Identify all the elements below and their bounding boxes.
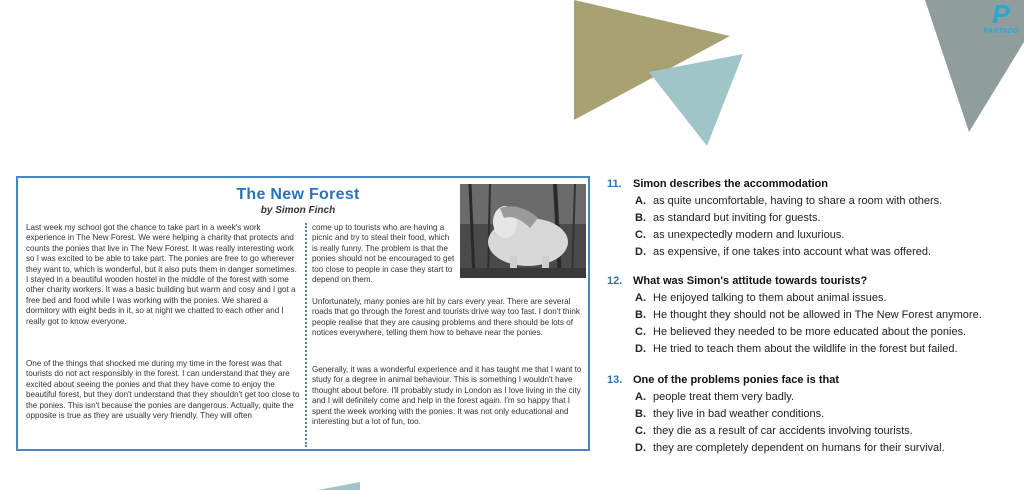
option-text: as quite uncomfortable, having to share a room with others. <box>653 195 943 207</box>
article-column-right-top <box>312 223 457 285</box>
brand-logo-mark: P <box>992 0 1010 29</box>
question-heading <box>607 176 1019 193</box>
answer-option[interactable] <box>607 440 1019 457</box>
option-letter: C. <box>635 229 646 241</box>
question-heading <box>607 372 1019 389</box>
article-title: The New Forest <box>236 186 360 203</box>
reading-article <box>16 176 590 451</box>
option-text: He believed they needed to be more educated about the ponies. <box>653 326 967 338</box>
decor-triangle-teal <box>645 50 745 150</box>
answer-option[interactable] <box>607 423 1019 440</box>
question-number: 12. <box>607 275 623 287</box>
option-letter: B. <box>635 212 646 224</box>
answer-option[interactable] <box>607 244 1019 261</box>
decor-triangle-bottom <box>318 480 368 490</box>
option-text: they die as a result of car accidents involving tourists. <box>653 425 913 437</box>
option-letter: B. <box>635 309 646 321</box>
question-12 <box>607 273 1019 358</box>
answer-option[interactable] <box>607 341 1019 358</box>
option-text: as standard but inviting for guests. <box>653 212 821 224</box>
option-letter: D. <box>635 246 646 258</box>
column-divider <box>305 223 307 447</box>
brand-logo-word: PANTADO <box>983 28 1019 35</box>
answer-option[interactable] <box>607 227 1019 244</box>
option-text: He thought they should not be allowed in The New Forest anymore. <box>653 309 982 321</box>
article-paragraph: Last week my school got the chance to take part in a week's work experience in The New Forest. We were helping a charity that protects and counts the ponies that live in The New Forest. It was really interesting work so I was excited to be able to take part. The ponies are free to go wherever they want to, which is wonderful, but it also puts them in danger sometimes. I stayed in a beautiful wooden hostel in the middle of the forest with some other charity workers. It was a basic building but warm and cosy and I got a free bed and food while I was working with the ponies. We shared a dormitory with eight beds in it, so at night we chatted to each other and I really got to know everyone. <box>26 223 297 326</box>
option-letter: B. <box>635 408 646 420</box>
question-11 <box>607 176 1019 261</box>
article-paragraph: Unfortunately, many ponies are hit by cars every year. There are several roads that go through the forest and tourists drive way too fast. I don't think people realise that they are causing problems and there should be lots of notices everywhere, telling them how to behave near the ponies. <box>312 297 580 338</box>
question-text: What was Simon's attitude towards tourists? <box>633 275 868 287</box>
question-number: 13. <box>607 374 623 386</box>
answer-option[interactable] <box>607 389 1019 406</box>
option-text: as expensive, if one takes into account what was offered. <box>653 246 932 258</box>
option-letter: C. <box>635 326 646 338</box>
option-text: people treat them very badly. <box>653 391 795 403</box>
brand-logo <box>978 0 1024 44</box>
answer-option[interactable] <box>607 307 1019 324</box>
option-letter: A. <box>635 195 646 207</box>
article-column-right-middle <box>312 297 582 339</box>
question-text: One of the problems ponies face is that <box>633 374 839 386</box>
article-paragraph: One of the things that shocked me during my time in the forest was that tourists do not act responsibly in the forest. I can understand that they are excited about seeing the ponies and that they have come to enjoy the beautiful forest, but they don't understand that they shouldn't get too close to the ponies. This isn't because the ponies are dangerous. Actually, quite the opposite is true as they are usually very friendly. They will often <box>26 359 300 421</box>
option-text: they live in bad weather conditions. <box>653 408 825 420</box>
question-text: Simon describes the accommodation <box>633 178 828 190</box>
answer-option[interactable] <box>607 210 1019 227</box>
pony-photo <box>460 184 586 278</box>
question-number: 11. <box>607 178 622 190</box>
option-text: as unexpectedly modern and luxurious. <box>653 229 845 241</box>
option-letter: D. <box>635 442 646 454</box>
option-letter: D. <box>635 343 646 355</box>
option-text: He enjoyed talking to them about animal issues. <box>653 292 887 304</box>
option-text: He tried to teach them about the wildlife in the forest but failed. <box>653 343 958 355</box>
answer-option[interactable] <box>607 193 1019 210</box>
question-13 <box>607 372 1019 457</box>
pony-image-icon <box>460 184 586 278</box>
article-paragraph: come up to tourists who are having a picnic and try to steal their food, which is really funny. The problem is that the ponies should not be encouraged to get too close to people in case they start to depend on them. <box>312 223 455 285</box>
option-text: they are completely dependent on humans for their survival. <box>653 442 945 454</box>
option-letter: A. <box>635 292 646 304</box>
article-column-right-bottom <box>312 365 582 427</box>
article-byline: by Simon Finch <box>260 205 336 216</box>
answer-option[interactable] <box>607 290 1019 307</box>
option-letter: A. <box>635 391 646 403</box>
article-paragraph: Generally, it was a wonderful experience and it has taught me that I want to study for a degree in animal behaviour. This is something I wouldn't have thought about before. I'll probably study in London as I love living in the city and I will definitely come and help in the forest again. I'm so happy that I spent the week working with the ponies. It was not only educational and interesting but a lot of fun, too. <box>312 365 582 427</box>
option-letter: C. <box>635 425 646 437</box>
answer-option[interactable] <box>607 406 1019 423</box>
article-column-left <box>26 223 301 421</box>
question-heading <box>607 273 1019 290</box>
answer-option[interactable] <box>607 324 1019 341</box>
